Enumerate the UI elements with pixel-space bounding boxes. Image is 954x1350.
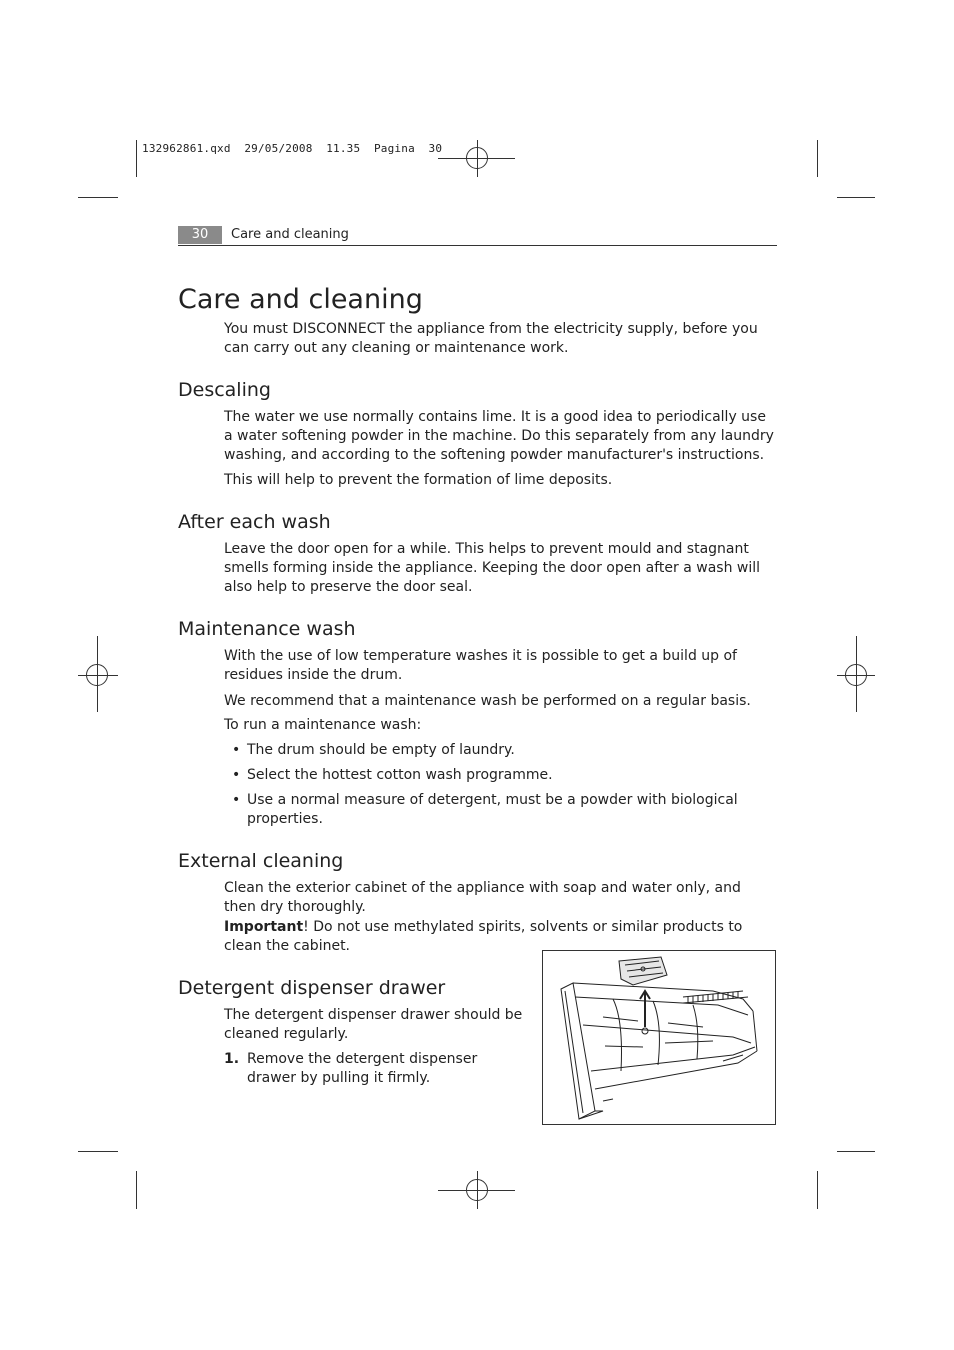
descaling-paragraph-2: This will help to prevent the formation of lime deposits.: [224, 472, 613, 488]
descaling-paragraph-1: The water we use normally contains lime. It is a good idea to periodically use a water softening powder in the machine. Do this separately from any laundry washing, and according to the softening powder manufacturer's instructions.: [224, 409, 774, 464]
detergent-drawer-illustration-icon: [543, 951, 775, 1124]
maintenance-paragraph-1: With the use of low temperature washes it is possible to get a build up of residues inside the drum.: [224, 648, 737, 684]
list-item: • Select the hottest cotton wash programme.: [232, 766, 772, 785]
maintenance-paragraph-3: To run a maintenance wash:: [224, 717, 422, 733]
list-item: • Use a normal measure of detergent, must be a powder with biological properties.: [232, 792, 738, 828]
running-header: Care and cleaning: [231, 227, 349, 242]
external-important: Important! Do not use methylated spirits, solvents or similar products to clean the cabinet.: [224, 919, 743, 955]
intro-paragraph: You must DISCONNECT the appliance from the electricity supply, before you can carry out any cleaning or maintenance work.: [224, 321, 758, 357]
page-number: 30: [178, 226, 222, 244]
bullet-icon: •: [232, 767, 241, 783]
bullet-icon: •: [232, 792, 241, 808]
header-rule: [178, 245, 777, 246]
print-slug: 132962861.qxd 29/05/2008 11.35 Pagina 30: [142, 142, 443, 155]
bullet-icon: •: [232, 742, 241, 758]
step-item: 1. Remove the detergent dispenser drawer by pulling it firmly.: [224, 1051, 478, 1087]
maintenance-paragraph-2: We recommend that a maintenance wash be performed on a regular basis.: [224, 693, 751, 709]
external-heading: External cleaning: [178, 850, 344, 872]
dispenser-paragraph: The detergent dispenser drawer should be cleaned regularly.: [224, 1007, 523, 1043]
dispenser-heading: Detergent dispenser drawer: [178, 977, 446, 999]
page-title: Care and cleaning: [178, 284, 423, 315]
maintenance-heading: Maintenance wash: [178, 618, 356, 640]
detergent-drawer-figure: [542, 950, 776, 1125]
after-wash-heading: After each wash: [178, 511, 331, 533]
after-wash-paragraph: Leave the door open for a while. This helps to prevent mould and stagnant smells forming inside the appliance. Keeping the door open after a wash will also help to preserve the door seal.: [224, 541, 761, 596]
list-item: • The drum should be empty of laundry.: [232, 741, 772, 760]
external-paragraph: Clean the exterior cabinet of the appliance with soap and water only, and then dry thoroughly.: [224, 880, 741, 916]
important-label: Important: [224, 919, 304, 935]
descaling-heading: Descaling: [178, 379, 271, 401]
